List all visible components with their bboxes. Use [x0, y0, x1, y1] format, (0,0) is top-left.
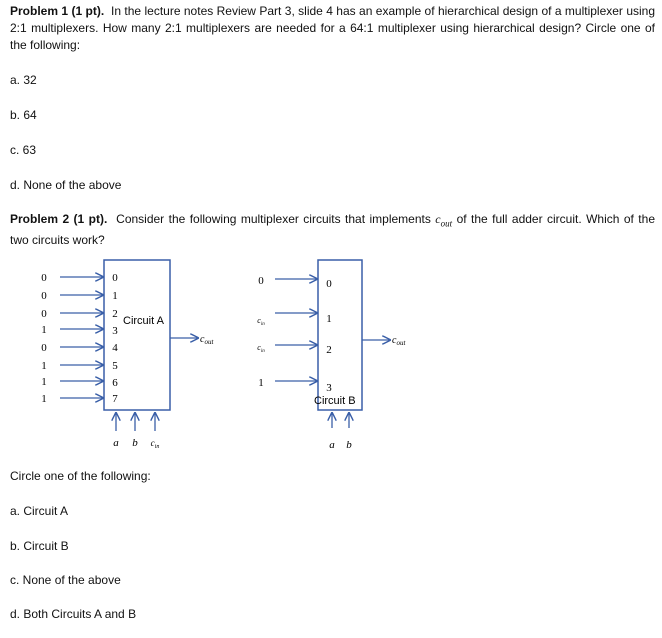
circuit-a-pin-label-7: 7: [112, 393, 118, 405]
circuit-a-pin-label-3: 3: [112, 325, 118, 337]
circuit-a-pin-label-2: 2: [112, 308, 118, 320]
circuit-b-pin-label-2: 2: [326, 344, 332, 356]
circuit-b-label: Circuit B: [314, 395, 356, 407]
problem2-circle-prompt: Circle one of the following:: [10, 469, 151, 483]
circuit-b-pin-label-0: 0: [326, 278, 332, 290]
circuit-b-pin-label-3: 3: [326, 382, 332, 394]
circuit-a-output-label: $c_{out}$: [200, 334, 214, 346]
circuit-a-input-value-2: 0: [41, 308, 47, 320]
circuit-a-select-label-0: a: [113, 437, 119, 449]
problem1-text: In the lecture notes Review Part 3, slide 4 has an example of hierarchical design of a multiplexer using 2:1 multiplexers. How many 2:1 multiplexers are needed for a 64:1 multiplexer using hierarchical design? Circle one of the following:: [10, 4, 656, 52]
circuit-a-input-value-6: 1: [41, 376, 47, 388]
circuit-a-input-value-3: 1: [41, 324, 47, 336]
circuit-b-select-label-0: a: [329, 439, 335, 451]
problem1-option-d[interactable]: d. None of the above: [10, 178, 122, 192]
problem2-option-d[interactable]: d. Both Circuits A and B: [10, 607, 137, 621]
cout-subscript: out: [440, 218, 453, 229]
circuit-a: [41, 260, 214, 450]
problem2-option-a[interactable]: a. Circuit A: [10, 504, 69, 518]
circuit-a-input-value-5: 1: [41, 360, 47, 372]
circuit-a-label: Circuit A: [123, 315, 164, 327]
circuit-a-input-value-7: 1: [41, 393, 47, 405]
problem1-option-a[interactable]: a. 32: [10, 73, 37, 87]
problem1-option-b[interactable]: b. 64: [10, 108, 37, 122]
circuit-a-input-value-4: 0: [41, 342, 47, 354]
circuit-a-pin-label-1: 1: [112, 290, 118, 302]
circuit-b-output-label: $c_{out}$: [392, 335, 406, 347]
problem2-text-after: of the full adder circuit. Which of the two circuits work?: [10, 212, 655, 248]
circuit-a-select-label-1: b: [132, 437, 138, 449]
circuit-b-input-value-2: $c_{in}$: [257, 343, 265, 354]
circuit-b: [257, 260, 406, 451]
problem2-text-before: Consider the following multiplexer circuits that implements: [116, 212, 431, 226]
problem1-option-c[interactable]: c. 63: [10, 143, 37, 157]
circuit-a-input-value-0: 0: [41, 272, 47, 284]
circuit-b-input-value-3: 1: [258, 377, 264, 389]
circuit-b-select-label-1: b: [346, 439, 352, 451]
circuit-a-pin-label-0: 0: [112, 272, 118, 284]
circuit-b-pin-label-1: 1: [326, 313, 332, 325]
circuit-a-input-value-1: 0: [41, 290, 47, 302]
circuit-b-input-value-0: 0: [258, 275, 264, 287]
problem1-title: Problem 1 (1 pt).: [10, 4, 105, 18]
circuit-b-input-value-1: $c_{in}$: [257, 316, 265, 327]
circuit-a-pin-label-4: 4: [112, 342, 118, 354]
problem2-title: Problem 2 (1 pt).: [10, 212, 108, 226]
cout-symbol: c: [435, 212, 441, 226]
problem2-option-c[interactable]: c. None of the above: [10, 573, 121, 587]
circuit-a-select-label-2: $c_{in}$: [150, 438, 160, 450]
circuit-a-pin-label-5: 5: [112, 360, 118, 372]
circuit-b-box: [318, 260, 362, 410]
circuit-a-pin-label-6: 6: [112, 377, 118, 389]
problem2-option-b[interactable]: b. Circuit B: [10, 539, 69, 553]
